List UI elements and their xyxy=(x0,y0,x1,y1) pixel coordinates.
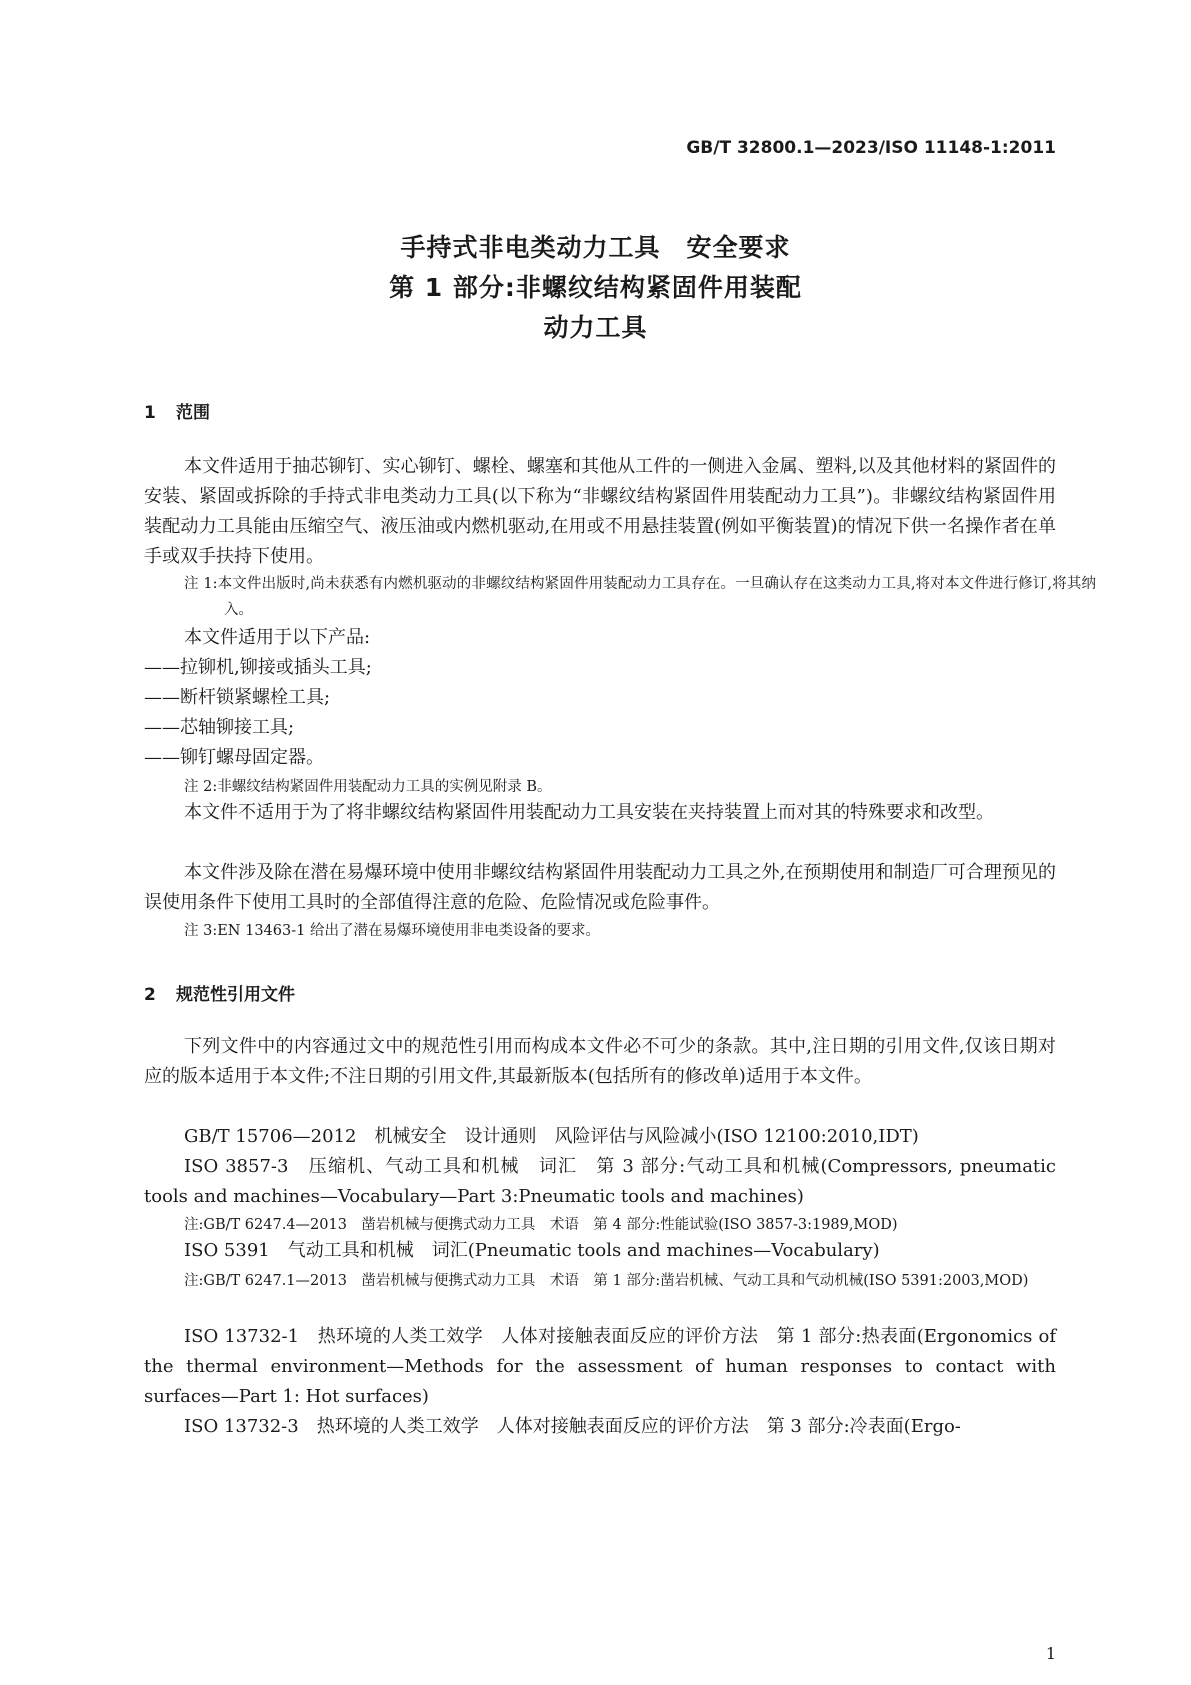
reference-iso-13732-3: ISO 13732-3 热环境的人类工效学 人体对接触表面反应的评价方法 第 3 部分:冷表面(Ergo- xyxy=(184,1416,961,1437)
reference-iso-5391-note: 注:GB/T 6247.1—2013 凿岩机械与便携式动力工具 术语 第 1 部分:凿岩机械、气动工具和气动机械(ISO 5391:2003,MOD) xyxy=(184,1273,1029,1289)
page-number: 1 xyxy=(1045,1644,1056,1663)
products-intro: 本文件适用于以下产品: xyxy=(184,627,371,648)
document-title-line-3: 动力工具 xyxy=(543,313,648,342)
standard-code: GB/T 32800.1—2023/ISO 11148-1:2011 xyxy=(686,138,1056,158)
product-list-item: ——断杆锁紧螺栓工具; xyxy=(144,687,331,708)
reference-iso-5391: ISO 5391 气动工具和机械 词汇(Pneumatic tools and machines—Vocabulary) xyxy=(184,1240,880,1261)
scope-paragraph-2: 本文件不适用于为了将非螺纹结构紧固件用装配动力工具安装在夹持装置上而对其的特殊要求和改型。 xyxy=(184,802,994,823)
scope-note-3: 注 3:EN 13463-1 给出了潜在易爆环境使用非电类设备的要求。 xyxy=(184,923,600,939)
section-1-heading xyxy=(144,398,210,423)
section-1-number: 1 xyxy=(144,403,156,423)
reference-iso-3857-3: ISO 3857-3 压缩机、气动工具和机械 词汇 第 3 部分:气动工具和机械(Compressors, pneumatic tools and machines—Vocabulary—Part 3:Pneumatic tools and machines) xyxy=(144,1156,1056,1207)
product-list-item: ——拉铆机,铆接或插头工具; xyxy=(144,657,372,678)
reference-iso-3857-3-note: 注:GB/T 6247.4—2013 凿岩机械与便携式动力工具 术语 第 4 部分:性能试验(ISO 3857-3:1989,MOD) xyxy=(184,1217,898,1233)
document-title-line-2: 第 1 部分:非螺纹结构紧固件用装配 xyxy=(389,273,802,302)
references-intro: 下列文件中的内容通过文中的规范性引用而构成本文件必不可少的条款。其中,注日期的引用文件,仅该日期对应的版本适用于本文件;不注日期的引用文件,其最新版本(包括所有的修改单)适用于本文件。 xyxy=(144,1036,1056,1087)
reference-iso-13732-1: ISO 13732-1 热环境的人类工效学 人体对接触表面反应的评价方法 第 1 部分:热表面(Ergonomics of the thermal environment—Methods for the assessment of human responses to contact with surfaces—Part 1: Hot surfaces) xyxy=(144,1326,1056,1407)
product-list-item: ——芯轴铆接工具; xyxy=(144,717,295,738)
reference-gbt-15706: GB/T 15706—2012 机械安全 设计通则 风险评估与风险减小(ISO 12100:2010,IDT) xyxy=(184,1126,919,1147)
scope-paragraph-1: 本文件适用于抽芯铆钉、实心铆钉、螺栓、螺塞和其他从工件的一侧进入金属、塑料,以及其他材料的紧固件的安装、紧固或拆除的手持式非电类动力工具(以下称为“非螺纹结构紧固件用装配动力工具”)。非螺纹结构紧固件用装配动力工具能由压缩空气、液压油或内燃机驱动,在用或不用悬挂装置(例如平衡装置)的情况下供一名操作者在单手或双手扶持下使用。 xyxy=(144,456,1056,567)
scope-note-1: 注 1:本文件出版时,尚未获悉有内燃机驱动的非螺纹结构紧固件用装配动力工具存在。一旦确认存在这类动力工具,将对本文件进行修订,将其纳入。 xyxy=(184,576,1096,618)
section-2-title: 规范性引用文件 xyxy=(176,985,295,1005)
product-list-item: ——铆钉螺母固定器。 xyxy=(144,747,324,768)
section-1-title: 范围 xyxy=(176,403,210,423)
scope-note-2: 注 2:非螺纹结构紧固件用装配动力工具的实例见附录 B。 xyxy=(184,779,552,795)
document-title-line-1: 手持式非电类动力工具 安全要求 xyxy=(400,233,791,262)
scope-paragraph-3: 本文件涉及除在潜在易爆环境中使用非螺纹结构紧固件用装配动力工具之外,在预期使用和制造厂可合理预见的误使用条件下使用工具时的全部值得注意的危险、危险情况或危险事件。 xyxy=(144,862,1056,913)
section-2-number: 2 xyxy=(144,985,156,1005)
section-2-heading xyxy=(144,980,295,1005)
